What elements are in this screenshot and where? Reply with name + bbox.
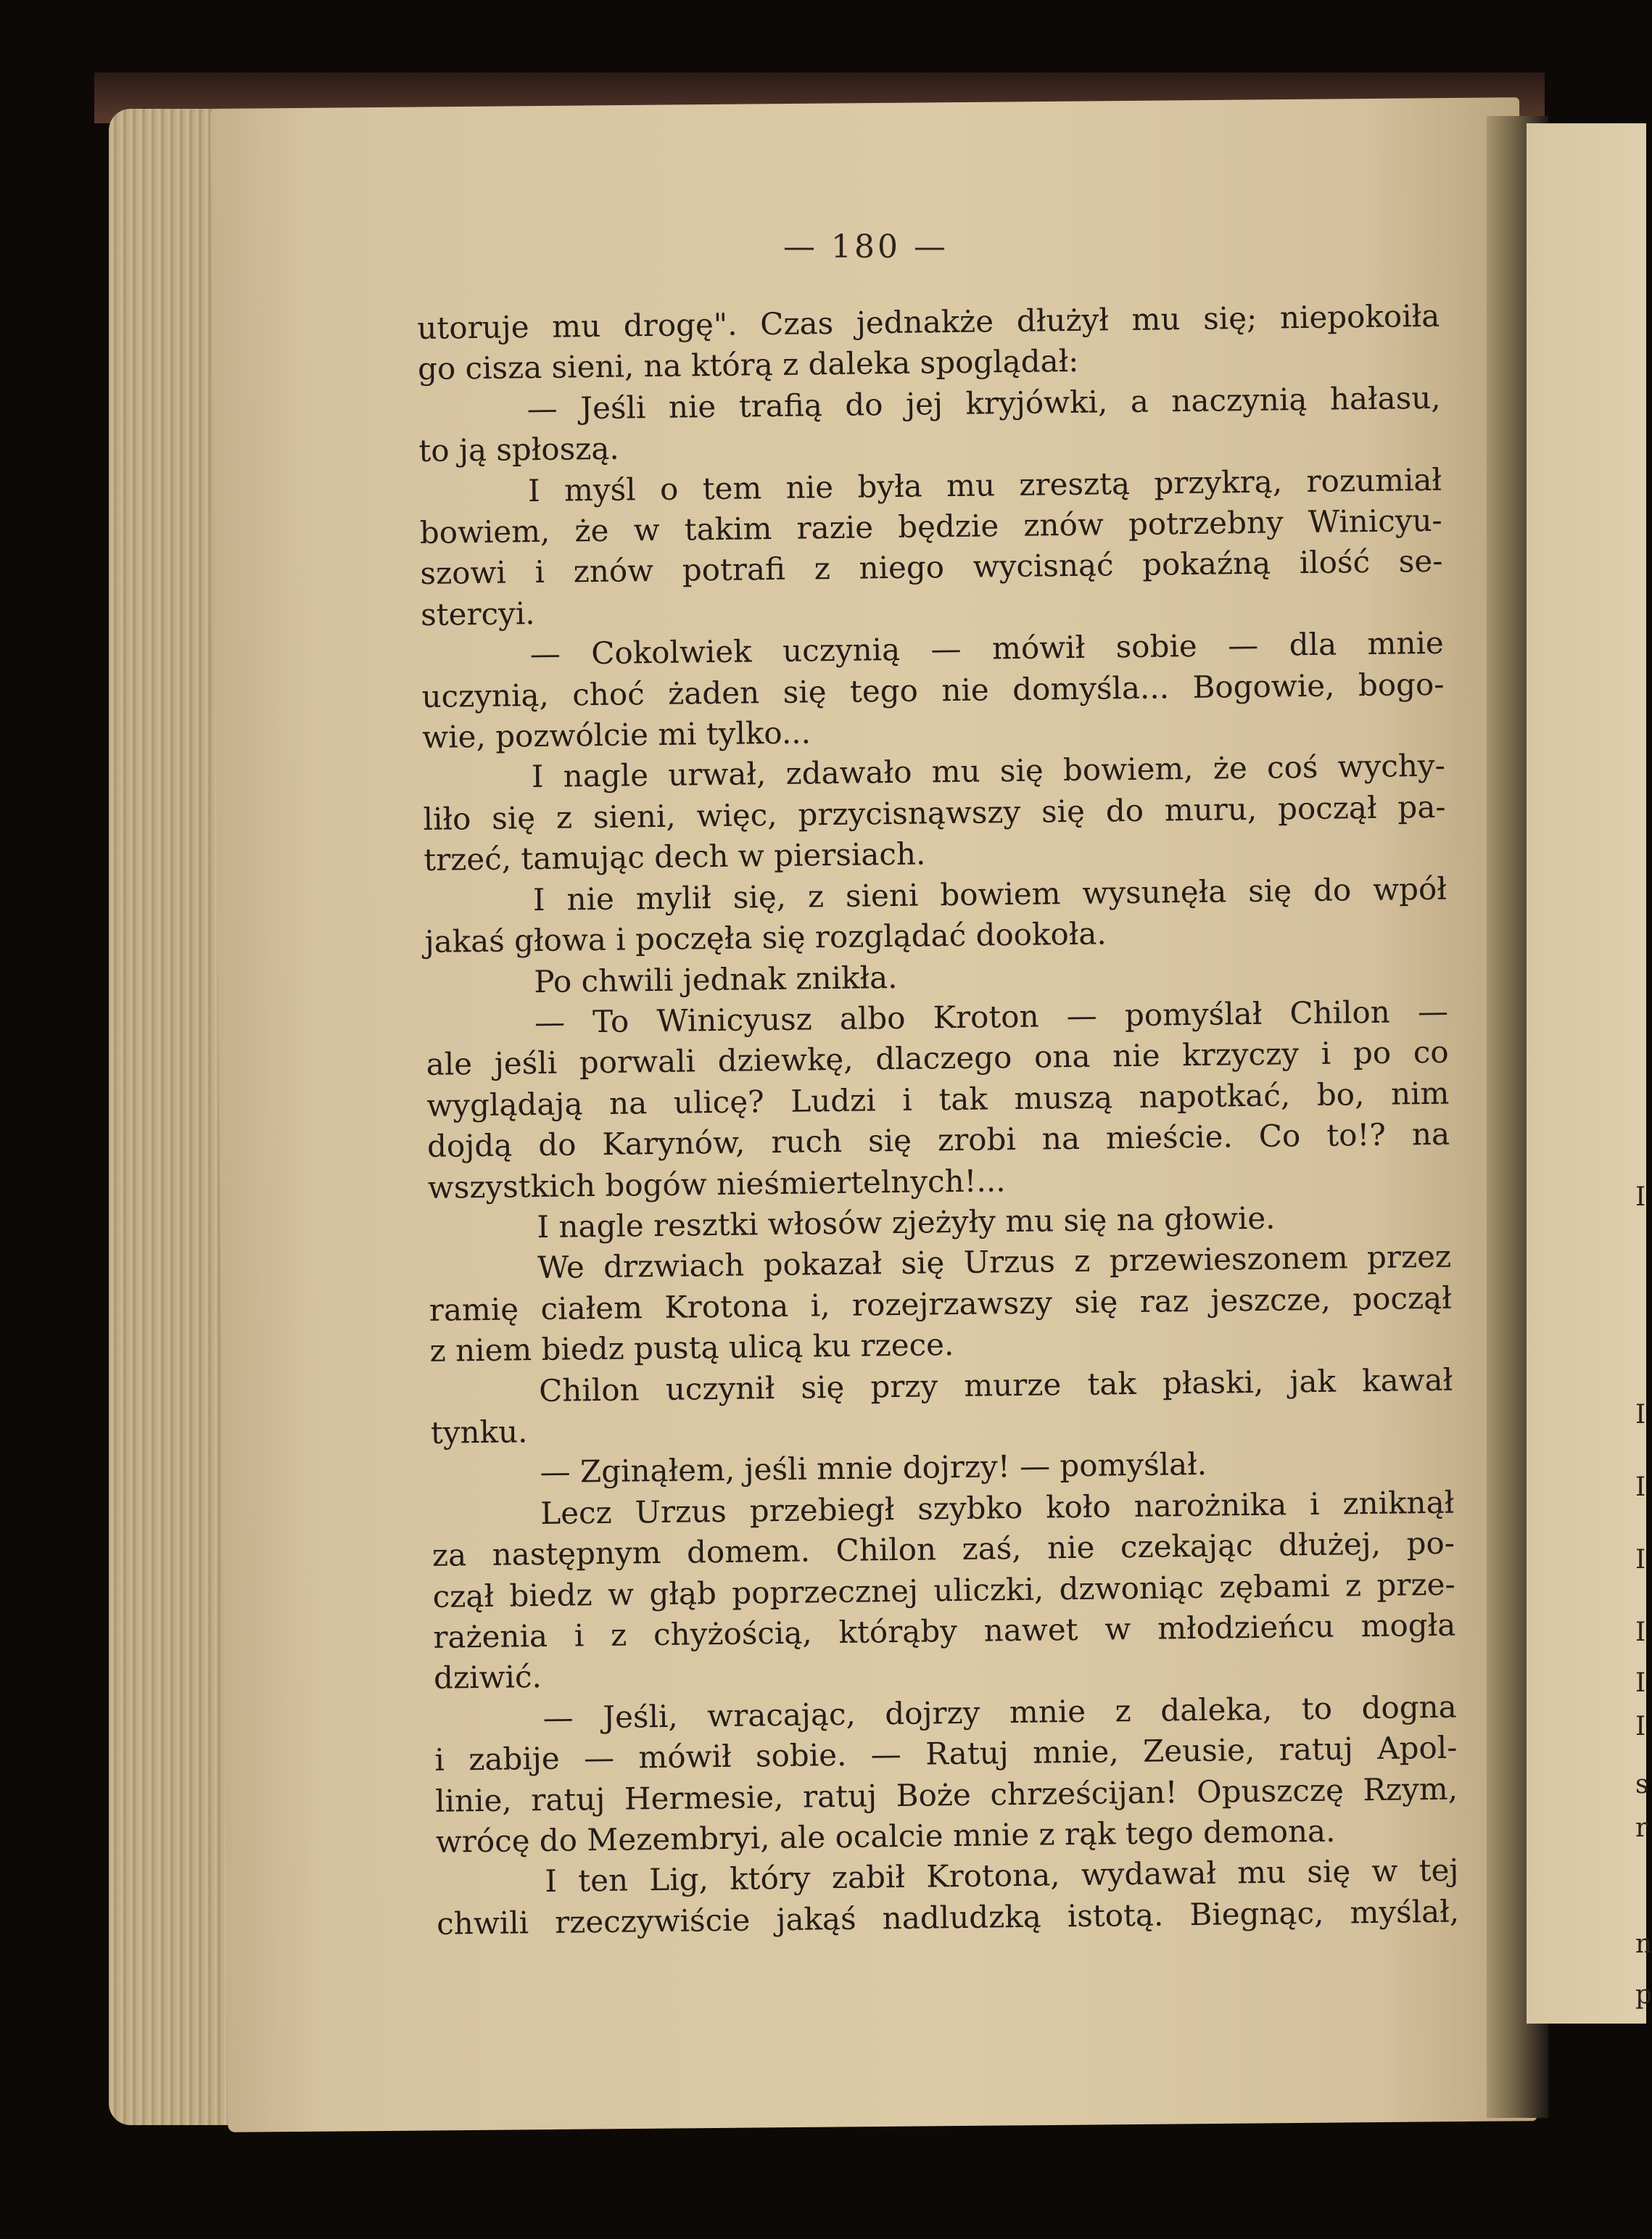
text-line: utoruje mu drogę". Czas jednakże dłużył mu się; niepokoiła bbox=[417, 297, 1440, 346]
text-line: liło się z sieni, więc, przycisnąwszy się do muru, począł pa- bbox=[423, 788, 1446, 837]
page-text bbox=[417, 296, 1459, 1945]
text-line: We drzwiach pokazał się Urzus z przewieszonem przez bbox=[537, 1239, 1452, 1286]
text-line: chwili rzeczywiście jakąś nadludzką istotą. Biegnąc, myślał, bbox=[436, 1893, 1460, 1942]
text-line: i zabije — mówił sobie. — Ratuj mnie, Zeusie, ratuj Apol- bbox=[434, 1729, 1458, 1778]
text-line: wszystkich bogów nieśmiertelnych!... bbox=[427, 1162, 1006, 1205]
text-line: ramię ciałem Krotona i, rozejrzawszy się raz jeszcze, począł bbox=[429, 1279, 1453, 1328]
facing-page-letter: n bbox=[1635, 1929, 1652, 1959]
text-line: to ją spłoszą. bbox=[418, 430, 620, 469]
text-line: dojdą do Karynów, ruch się zrobi na mieście. Co to!? na bbox=[426, 1116, 1450, 1165]
text-line: ale jeśli porwali dziewkę, dlaczego ona nie krzyczy i po co bbox=[426, 1034, 1449, 1083]
facing-page-letter: I bbox=[1635, 1472, 1646, 1502]
text-line: I nie mylił się, z sieni bowiem wysunęła się do wpół bbox=[532, 870, 1447, 918]
text-line: — Cokolwiek uczynią — mówił sobie — dla mnie bbox=[529, 624, 1445, 672]
facing-page-letter: I bbox=[1635, 1712, 1646, 1741]
facing-page-letter: I bbox=[1635, 1617, 1646, 1647]
text-line: I nagle urwał, zdawało mu się bowiem, że coś wychy- bbox=[531, 748, 1446, 795]
text-line: uczynią, choć żaden się tego nie domyśla... Bogowie, bogo- bbox=[421, 666, 1445, 714]
text-line: I ten Lig, który zabił Krotona, wydawał mu się w tej bbox=[545, 1852, 1459, 1900]
text-line: wie, pozwólcie mi tylko... bbox=[421, 714, 811, 756]
text-line: tynku. bbox=[430, 1414, 528, 1451]
facing-page-edge bbox=[1527, 123, 1652, 2024]
text-line: wyglądają na ulicę? Ludzi i tak muszą napotkać, bo, nim bbox=[426, 1075, 1450, 1123]
text-line: Chilon uczynił się przy murze tak płaski, jak kawał bbox=[538, 1361, 1453, 1409]
text-line: go cisza sieni, na którą z daleka spoglądał: bbox=[417, 343, 1079, 387]
text-line: — Jeśli nie trafią do jej kryjówki, a naczynią hałasu, bbox=[526, 379, 1441, 426]
text-line: szowi i znów potrafi z niego wycisnąć pokaźną ilość se- bbox=[420, 543, 1443, 592]
text-line: rażenia i z chyżością, którąby nawet w młodzieńcu mogła bbox=[433, 1607, 1456, 1655]
facing-page-letter: I bbox=[1635, 1545, 1646, 1575]
text-line: I nagle resztki włosów zjeżyły mu się na głowie. bbox=[537, 1200, 1276, 1245]
facing-page-letter: I bbox=[1635, 1668, 1646, 1698]
text-line: wrócę do Mezembryi, ale ocalcie mnie z rąk tego demona. bbox=[435, 1813, 1336, 1860]
text-line: Lecz Urzus przebiegł szybko koło narożnika i zniknął bbox=[540, 1484, 1455, 1531]
facing-page-letter: r bbox=[1635, 1813, 1648, 1843]
text-line: trzeć, tamując dech w piersiach. bbox=[423, 836, 926, 878]
text-line: dziwić. bbox=[433, 1659, 542, 1696]
text-line: linie, ratuj Hermesie, ratuj Boże chrześcijan! Opuszczę Rzym, bbox=[434, 1770, 1458, 1819]
facing-page-letter: I bbox=[1635, 1182, 1646, 1212]
text-line: jakaś głowa i poczęła się rozglądać dookoła. bbox=[424, 915, 1107, 960]
text-line: — Jeśli, wracając, dojrzy mnie z daleka, to dogna bbox=[542, 1688, 1457, 1736]
text-line: I myśl o tem nie była mu zresztą przykrą, rozumiał bbox=[527, 461, 1442, 508]
text-line: Po chwili jednak znikła. bbox=[534, 959, 898, 999]
text-line: — To Winicyusz albo Kroton — pomyślał Chilon — bbox=[534, 993, 1449, 1040]
facing-page-letter: I bbox=[1635, 1400, 1646, 1430]
text-line: bowiem, że w takim razie będzie znów potrzebny Winicyu- bbox=[419, 502, 1442, 551]
facing-page-letter: s bbox=[1635, 1770, 1649, 1799]
facing-page-letter: p bbox=[1635, 1980, 1652, 2010]
text-line: stercyi. bbox=[420, 595, 535, 632]
text-line: — Zginąłem, jeśli mnie dojrzy! — pomyślał. bbox=[540, 1446, 1207, 1490]
page-number: — 180 — bbox=[783, 228, 949, 265]
text-line: za następnym domem. Chilon zaś, nie czekając dłużej, po- bbox=[431, 1525, 1455, 1574]
text-line: czął biedz w głąb poprzecznej uliczki, dzwoniąc zębami z prze- bbox=[432, 1566, 1455, 1615]
text-line: z niem biedz pustą ulicą ku rzece. bbox=[429, 1327, 954, 1369]
